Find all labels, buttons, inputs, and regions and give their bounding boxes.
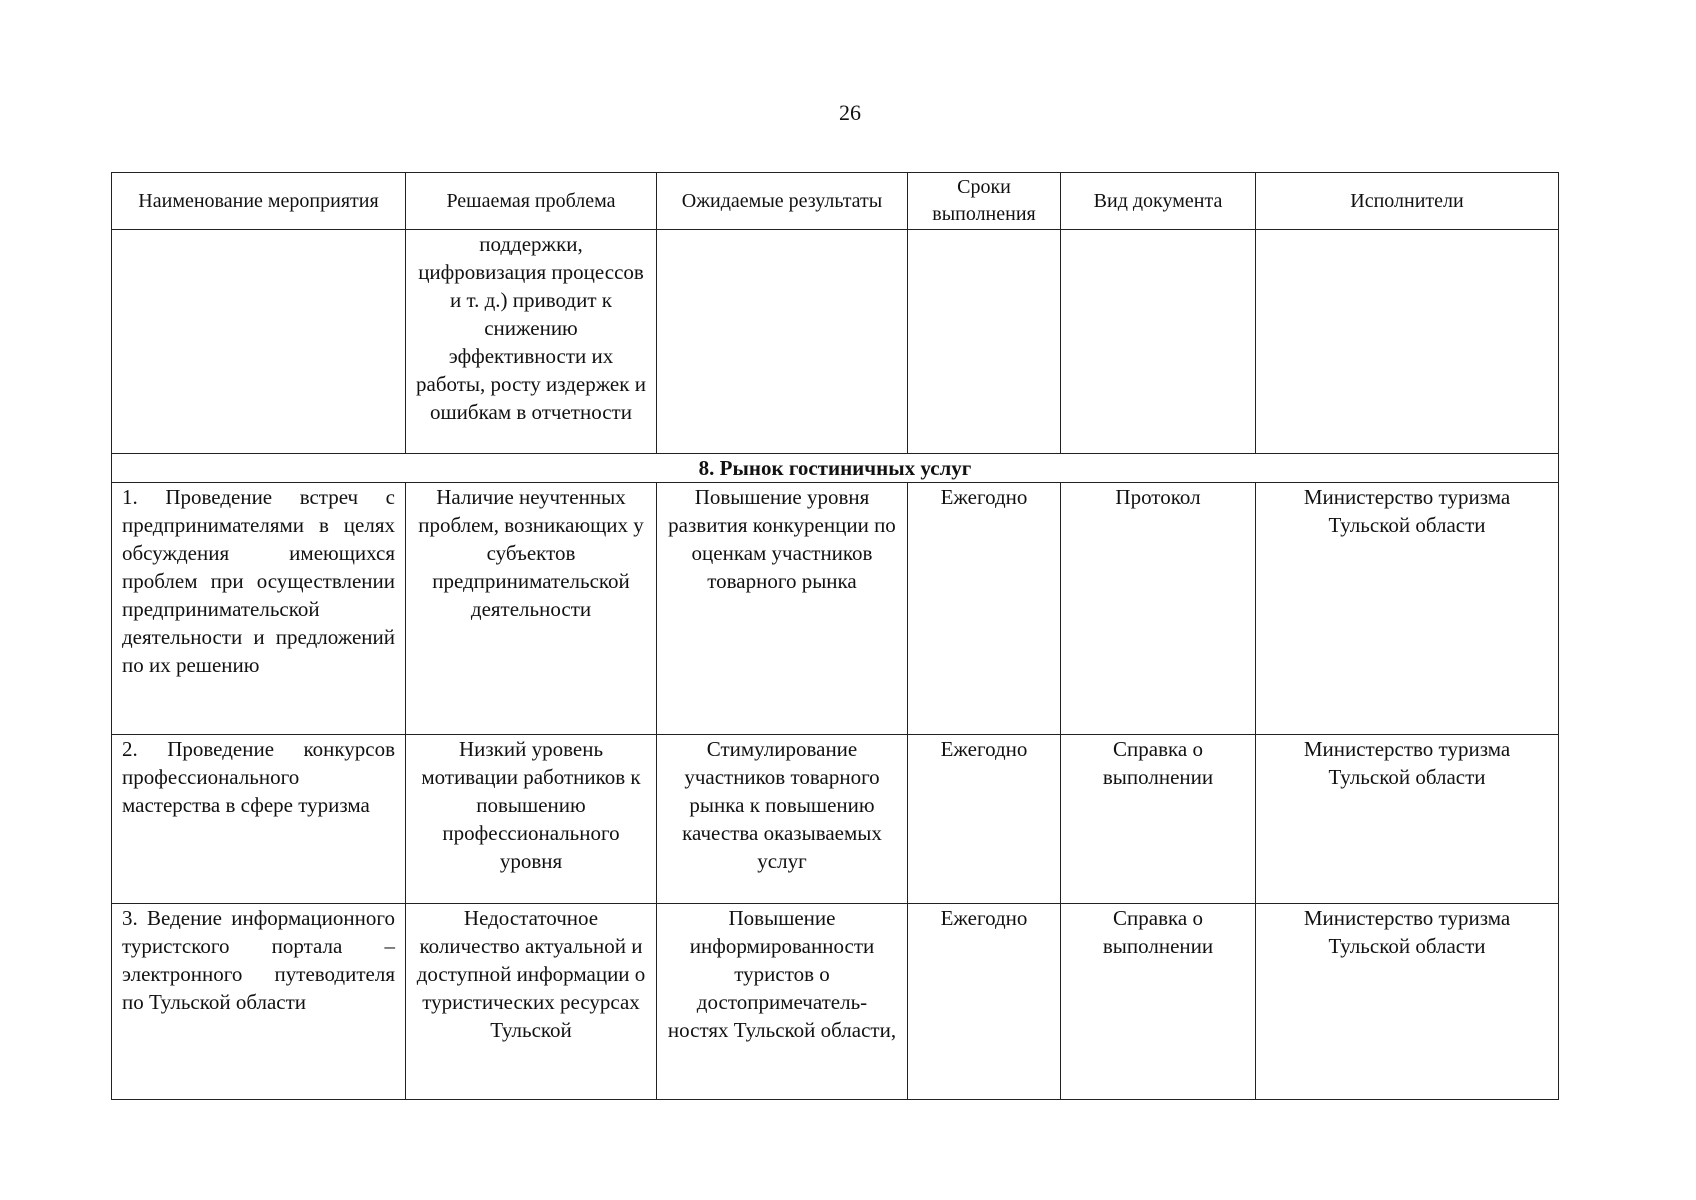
table-row [112,904,1559,1100]
section-row [112,454,1559,483]
row-2-executors: Министерство туризма Тульской области [1256,735,1559,904]
row-3-deadline: Ежегодно [908,904,1061,1100]
row-2-doc-type: Справка о выполнении [1061,735,1256,904]
row-1-executors: Министерство туризма Тульской области [1256,483,1559,735]
row-3-problem: Недостаточное количество актуальной и доступной информации о туристических ресурсах Тульской [406,904,657,1100]
continuation-problem: поддержки, цифровизация процессов и т. д.) приводит к снижению эффективности их работы, росту издержек и ошибкам в отчетности [406,230,657,454]
row-2-results: Стимулирование участников товарного рынка к повышению качества оказываемых услуг [657,735,908,904]
row-1-results: Повышение уровня развития конкуренции по оценкам участников товарного рынка [657,483,908,735]
row-2-problem: Низкий уровень мотивации работников к повышению профессионального уровня [406,735,657,904]
continuation-results [657,230,908,454]
header-doc-type: Вид документа [1061,173,1256,230]
row-1-deadline: Ежегодно [908,483,1061,735]
row-1-problem: Наличие неучтенных проблем, возникающих у субъектов предпринимательской деятельности [406,483,657,735]
row-2-name: 2. Проведение конкурсов профессионального мастерства в сфере туризма [112,735,406,904]
header-name: Наименование мероприятия [112,173,406,230]
continuation-deadline [908,230,1061,454]
row-2-deadline: Ежегодно [908,735,1061,904]
measures-table [111,172,1559,1100]
section-title: 8. Рынок гостиничных услуг [112,454,1559,483]
header-results: Ожидаемые результаты [657,173,908,230]
page-number: 26 [839,100,861,125]
table-row [112,735,1559,904]
header-problem: Решаемая проблема [406,173,657,230]
row-1-doc-type: Протокол [1061,483,1256,735]
continuation-executors [1256,230,1559,454]
header-deadline: Сроки выполнения [908,173,1061,230]
row-1-name: 1. Проведение встреч с предпринимателями в целях обсуждения имеющихся проблем при осуществлении предпринимательской деятельности и предложений по их решению [112,483,406,735]
table-row [112,483,1559,735]
row-3-doc-type: Справка о выполнении [1061,904,1256,1100]
continuation-name [112,230,406,454]
header-executors: Исполнители [1256,173,1559,230]
row-3-name: 3. Ведение информационного туристского портала – электронного путеводителя по Тульской области [112,904,406,1100]
continuation-doc-type [1061,230,1256,454]
row-3-results: Повышение информированности туристов о достопримечатель-ностях Тульской области, [657,904,908,1100]
continuation-row [112,230,1559,454]
row-3-executors: Министерство туризма Тульской области [1256,904,1559,1100]
header-row [112,173,1559,230]
